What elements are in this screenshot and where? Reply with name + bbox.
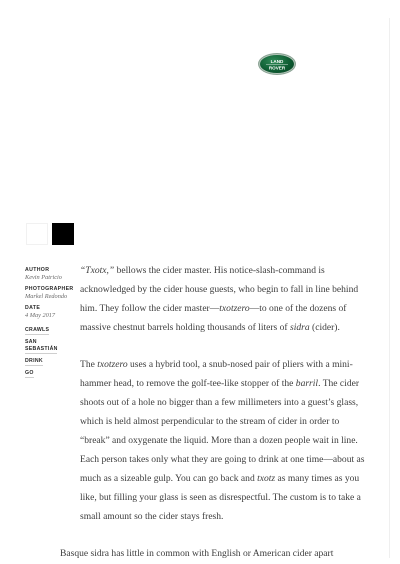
white-swatch[interactable] <box>26 223 48 245</box>
photographer-name: Markel Redondo <box>25 293 68 300</box>
swatch-row <box>26 223 74 245</box>
logo-text-line-1: LAND <box>270 59 284 64</box>
author-label: AUTHOR <box>25 267 50 273</box>
paragraph-3: Basque sidra has little in common with English or American cider apart <box>60 548 334 559</box>
advertisement[interactable] <box>0 0 390 210</box>
land-rover-logo-icon[interactable] <box>259 54 295 74</box>
publish-date: 4 May 2017 <box>25 312 56 319</box>
article-body <box>60 261 365 564</box>
author-name: Kevin Patricio <box>25 274 62 281</box>
paragraph-1: “Txotx,” bellows the cider master. His notice-slash-command is acknowledged by the cider house guests, who begin to fall in line behind him. They follow the cider master—txotzero—to one of the dozens of massive chestnut barrels holding thousands of liters of sidra (cider). <box>80 265 359 333</box>
photographer-label: PHOTOGRAPHER <box>25 286 74 292</box>
paragraph-2: The txotzero uses a hybrid tool, a snub-nosed pair of pliers with a mini-hammer head, to remove the golf-tee-like stopper of the barril. The cider shoots out of a hole no bigger than a few millimeters into a guest’s glass, which is held almost perpendicular to the stream of cider in order to “break” and oxygenate the liquid. More than a dozen people wait in line. Each person takes only what they are going to drink at one time—about as much as a sizeable gulp. You can go back and txotz as many times as you like, but filling your glass is seen as disrespectful. The custom is to take a small amount so the cider stays fresh. <box>80 359 365 522</box>
logo-text-line-2: ROVER <box>268 65 286 71</box>
tag-drink[interactable]: DRINK <box>25 358 43 364</box>
black-swatch[interactable] <box>52 223 74 245</box>
tag-san-sebastian[interactable]: SAN SEBASTIÁN <box>25 339 58 352</box>
date-label: DATE <box>25 305 41 311</box>
tag-go[interactable]: GO <box>25 370 34 376</box>
tag-crawls[interactable]: CRAWLS <box>25 327 50 333</box>
